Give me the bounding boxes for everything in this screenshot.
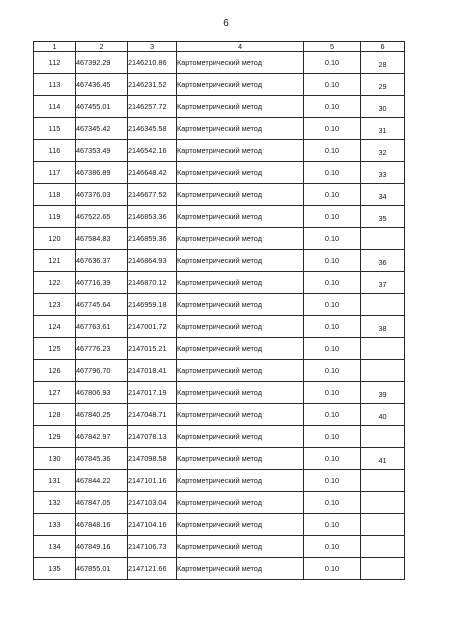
method-cell: Картометрический метод <box>177 272 304 294</box>
accuracy-cell: 0.10 <box>304 96 361 118</box>
reference-cell <box>361 272 405 294</box>
accuracy-cell: 0.10 <box>304 514 361 536</box>
table-row <box>34 118 405 140</box>
method-cell: Картометрический метод <box>177 470 304 492</box>
accuracy-cell: 0.10 <box>304 404 361 426</box>
table-row <box>34 272 405 294</box>
x-coordinate-cell: 467776.23 <box>76 338 128 360</box>
point-number-cell: 128 <box>34 404 76 426</box>
point-number-cell: 127 <box>34 382 76 404</box>
accuracy-cell: 0.10 <box>304 316 361 338</box>
method-cell: Картометрический метод <box>177 448 304 470</box>
accuracy-cell: 0.10 <box>304 118 361 140</box>
reference-cell <box>361 184 405 206</box>
y-coordinate-cell: 2147121.66 <box>128 558 177 580</box>
table-body <box>34 52 405 580</box>
reference-value <box>361 347 404 351</box>
table-row <box>34 492 405 514</box>
method-cell: Картометрический метод <box>177 118 304 140</box>
y-coordinate-cell: 2146648.42 <box>128 162 177 184</box>
accuracy-cell: 0.10 <box>304 228 361 250</box>
method-cell: Картометрический метод <box>177 228 304 250</box>
reference-cell <box>361 404 405 426</box>
table-row <box>34 206 405 228</box>
point-number-cell: 124 <box>34 316 76 338</box>
accuracy-cell: 0.10 <box>304 140 361 162</box>
table-row <box>34 536 405 558</box>
y-coordinate-cell: 2146677.52 <box>128 184 177 206</box>
reference-cell <box>361 316 405 338</box>
x-coordinate-cell: 467584.83 <box>76 228 128 250</box>
header-col-4: 4 <box>177 42 304 52</box>
point-number-cell: 122 <box>34 272 76 294</box>
reference-value <box>361 479 404 483</box>
reference-cell <box>361 448 405 470</box>
x-coordinate-cell: 467353.49 <box>76 140 128 162</box>
reference-cell <box>361 140 405 162</box>
header-col-1: 1 <box>34 42 76 52</box>
accuracy-cell: 0.10 <box>304 426 361 448</box>
reference-value: 31 <box>378 126 387 135</box>
table-row <box>34 140 405 162</box>
point-number-cell: 113 <box>34 74 76 96</box>
table-row <box>34 448 405 470</box>
accuracy-cell: 0.10 <box>304 448 361 470</box>
x-coordinate-cell: 467855.01 <box>76 558 128 580</box>
y-coordinate-cell: 2147103.04 <box>128 492 177 514</box>
reference-value: 32 <box>378 148 387 157</box>
reference-value <box>361 369 404 373</box>
reference-value <box>361 435 404 439</box>
reference-cell <box>361 52 405 74</box>
table-row <box>34 52 405 74</box>
x-coordinate-cell: 467376.03 <box>76 184 128 206</box>
y-coordinate-cell: 2146257.72 <box>128 96 177 118</box>
reference-cell <box>361 492 405 514</box>
point-number-cell: 130 <box>34 448 76 470</box>
point-number-cell: 133 <box>34 514 76 536</box>
method-cell: Картометрический метод <box>177 184 304 206</box>
reference-cell <box>361 228 405 250</box>
y-coordinate-cell: 2147098.58 <box>128 448 177 470</box>
point-number-cell: 135 <box>34 558 76 580</box>
y-coordinate-cell: 2147015.21 <box>128 338 177 360</box>
x-coordinate-cell: 467716.39 <box>76 272 128 294</box>
point-number-cell: 131 <box>34 470 76 492</box>
point-number-cell: 118 <box>34 184 76 206</box>
method-cell: Картометрический метод <box>177 426 304 448</box>
reference-value: 41 <box>378 456 387 465</box>
accuracy-cell: 0.10 <box>304 382 361 404</box>
reference-value: 30 <box>378 104 387 113</box>
y-coordinate-cell: 2146870.12 <box>128 272 177 294</box>
x-coordinate-cell: 467763.61 <box>76 316 128 338</box>
accuracy-cell: 0.10 <box>304 558 361 580</box>
reference-value <box>361 545 404 549</box>
y-coordinate-cell: 2147078.13 <box>128 426 177 448</box>
reference-value: 33 <box>378 170 387 179</box>
table-row <box>34 250 405 272</box>
reference-value: 37 <box>378 280 387 289</box>
point-number-cell: 125 <box>34 338 76 360</box>
accuracy-cell: 0.10 <box>304 250 361 272</box>
accuracy-cell: 0.10 <box>304 470 361 492</box>
method-cell: Картометрический метод <box>177 250 304 272</box>
reference-cell <box>361 514 405 536</box>
table-row <box>34 360 405 382</box>
y-coordinate-cell: 2146959.18 <box>128 294 177 316</box>
accuracy-cell: 0.10 <box>304 206 361 228</box>
y-coordinate-cell: 2146345.58 <box>128 118 177 140</box>
accuracy-cell: 0.10 <box>304 74 361 96</box>
point-number-cell: 126 <box>34 360 76 382</box>
x-coordinate-cell: 467636.37 <box>76 250 128 272</box>
point-number-cell: 134 <box>34 536 76 558</box>
table-row <box>34 426 405 448</box>
y-coordinate-cell: 2147104.16 <box>128 514 177 536</box>
coordinates-table <box>33 41 405 580</box>
method-cell: Картометрический метод <box>177 514 304 536</box>
y-coordinate-cell: 2147048.71 <box>128 404 177 426</box>
reference-cell <box>361 338 405 360</box>
method-cell: Картометрический метод <box>177 206 304 228</box>
method-cell: Картометрический метод <box>177 294 304 316</box>
reference-cell <box>361 360 405 382</box>
x-coordinate-cell: 467847.05 <box>76 492 128 514</box>
method-cell: Картометрический метод <box>177 316 304 338</box>
reference-cell <box>361 162 405 184</box>
table-row <box>34 404 405 426</box>
x-coordinate-cell: 467345.42 <box>76 118 128 140</box>
reference-value <box>361 501 404 505</box>
table-row <box>34 338 405 360</box>
accuracy-cell: 0.10 <box>304 536 361 558</box>
x-coordinate-cell: 467840.25 <box>76 404 128 426</box>
header-col-2: 2 <box>76 42 128 52</box>
method-cell: Картометрический метод <box>177 492 304 514</box>
x-coordinate-cell: 467844.22 <box>76 470 128 492</box>
y-coordinate-cell: 2147101.16 <box>128 470 177 492</box>
table-row <box>34 96 405 118</box>
table-row <box>34 74 405 96</box>
reference-cell <box>361 118 405 140</box>
y-coordinate-cell: 2146231.52 <box>128 74 177 96</box>
method-cell: Картометрический метод <box>177 360 304 382</box>
reference-cell <box>361 558 405 580</box>
x-coordinate-cell: 467522.65 <box>76 206 128 228</box>
reference-value: 38 <box>378 324 387 333</box>
reference-value: 34 <box>378 192 387 201</box>
accuracy-cell: 0.10 <box>304 184 361 206</box>
reference-cell <box>361 294 405 316</box>
method-cell: Картометрический метод <box>177 96 304 118</box>
table-row <box>34 316 405 338</box>
y-coordinate-cell: 2146864.93 <box>128 250 177 272</box>
reference-cell <box>361 536 405 558</box>
table-row <box>34 228 405 250</box>
reference-value <box>361 523 404 527</box>
reference-value: 28 <box>378 60 387 69</box>
reference-cell <box>361 250 405 272</box>
method-cell: Картометрический метод <box>177 382 304 404</box>
point-number-cell: 120 <box>34 228 76 250</box>
method-cell: Картометрический метод <box>177 74 304 96</box>
reference-value <box>361 303 404 307</box>
accuracy-cell: 0.10 <box>304 294 361 316</box>
x-coordinate-cell: 467386.89 <box>76 162 128 184</box>
point-number-cell: 115 <box>34 118 76 140</box>
reference-cell <box>361 74 405 96</box>
point-number-cell: 121 <box>34 250 76 272</box>
table-row <box>34 162 405 184</box>
x-coordinate-cell: 467436.45 <box>76 74 128 96</box>
point-number-cell: 116 <box>34 140 76 162</box>
accuracy-cell: 0.10 <box>304 338 361 360</box>
reference-cell <box>361 96 405 118</box>
method-cell: Картометрический метод <box>177 536 304 558</box>
method-cell: Картометрический метод <box>177 404 304 426</box>
y-coordinate-cell: 2146859.36 <box>128 228 177 250</box>
y-coordinate-cell: 2146542.16 <box>128 140 177 162</box>
method-cell: Картометрический метод <box>177 338 304 360</box>
header-col-5: 5 <box>304 42 361 52</box>
table-row <box>34 470 405 492</box>
method-cell: Картометрический метод <box>177 162 304 184</box>
page-number: 6 <box>223 18 229 29</box>
reference-value: 35 <box>378 214 387 223</box>
reference-value <box>361 567 404 571</box>
accuracy-cell: 0.10 <box>304 492 361 514</box>
point-number-cell: 119 <box>34 206 76 228</box>
point-number-cell: 117 <box>34 162 76 184</box>
reference-value: 29 <box>378 82 387 91</box>
table-row <box>34 294 405 316</box>
x-coordinate-cell: 467849.16 <box>76 536 128 558</box>
y-coordinate-cell: 2147018.41 <box>128 360 177 382</box>
method-cell: Картометрический метод <box>177 558 304 580</box>
x-coordinate-cell: 467745.64 <box>76 294 128 316</box>
header-col-6: 6 <box>361 42 405 52</box>
table-row <box>34 382 405 404</box>
point-number-cell: 112 <box>34 52 76 74</box>
reference-cell <box>361 426 405 448</box>
x-coordinate-cell: 467848.16 <box>76 514 128 536</box>
reference-value: 39 <box>378 390 387 399</box>
y-coordinate-cell: 2147106.73 <box>128 536 177 558</box>
reference-value <box>361 237 404 241</box>
point-number-cell: 123 <box>34 294 76 316</box>
y-coordinate-cell: 2147017.19 <box>128 382 177 404</box>
x-coordinate-cell: 467845.36 <box>76 448 128 470</box>
reference-cell <box>361 470 405 492</box>
reference-cell <box>361 206 405 228</box>
reference-value: 36 <box>378 258 387 267</box>
x-coordinate-cell: 467455.01 <box>76 96 128 118</box>
y-coordinate-cell: 2146210.86 <box>128 52 177 74</box>
header-row <box>34 42 405 52</box>
table-row <box>34 558 405 580</box>
point-number-cell: 129 <box>34 426 76 448</box>
y-coordinate-cell: 2146853.36 <box>128 206 177 228</box>
y-coordinate-cell: 2147001.72 <box>128 316 177 338</box>
accuracy-cell: 0.10 <box>304 52 361 74</box>
x-coordinate-cell: 467796.70 <box>76 360 128 382</box>
reference-cell <box>361 382 405 404</box>
accuracy-cell: 0.10 <box>304 360 361 382</box>
table-row <box>34 514 405 536</box>
header-col-3: 3 <box>128 42 177 52</box>
method-cell: Картометрический метод <box>177 140 304 162</box>
x-coordinate-cell: 467842.97 <box>76 426 128 448</box>
x-coordinate-cell: 467392.29 <box>76 52 128 74</box>
method-cell: Картометрический метод <box>177 52 304 74</box>
point-number-cell: 114 <box>34 96 76 118</box>
reference-value: 40 <box>378 412 387 421</box>
accuracy-cell: 0.10 <box>304 162 361 184</box>
point-number-cell: 132 <box>34 492 76 514</box>
x-coordinate-cell: 467806.93 <box>76 382 128 404</box>
accuracy-cell: 0.10 <box>304 272 361 294</box>
table-row <box>34 184 405 206</box>
